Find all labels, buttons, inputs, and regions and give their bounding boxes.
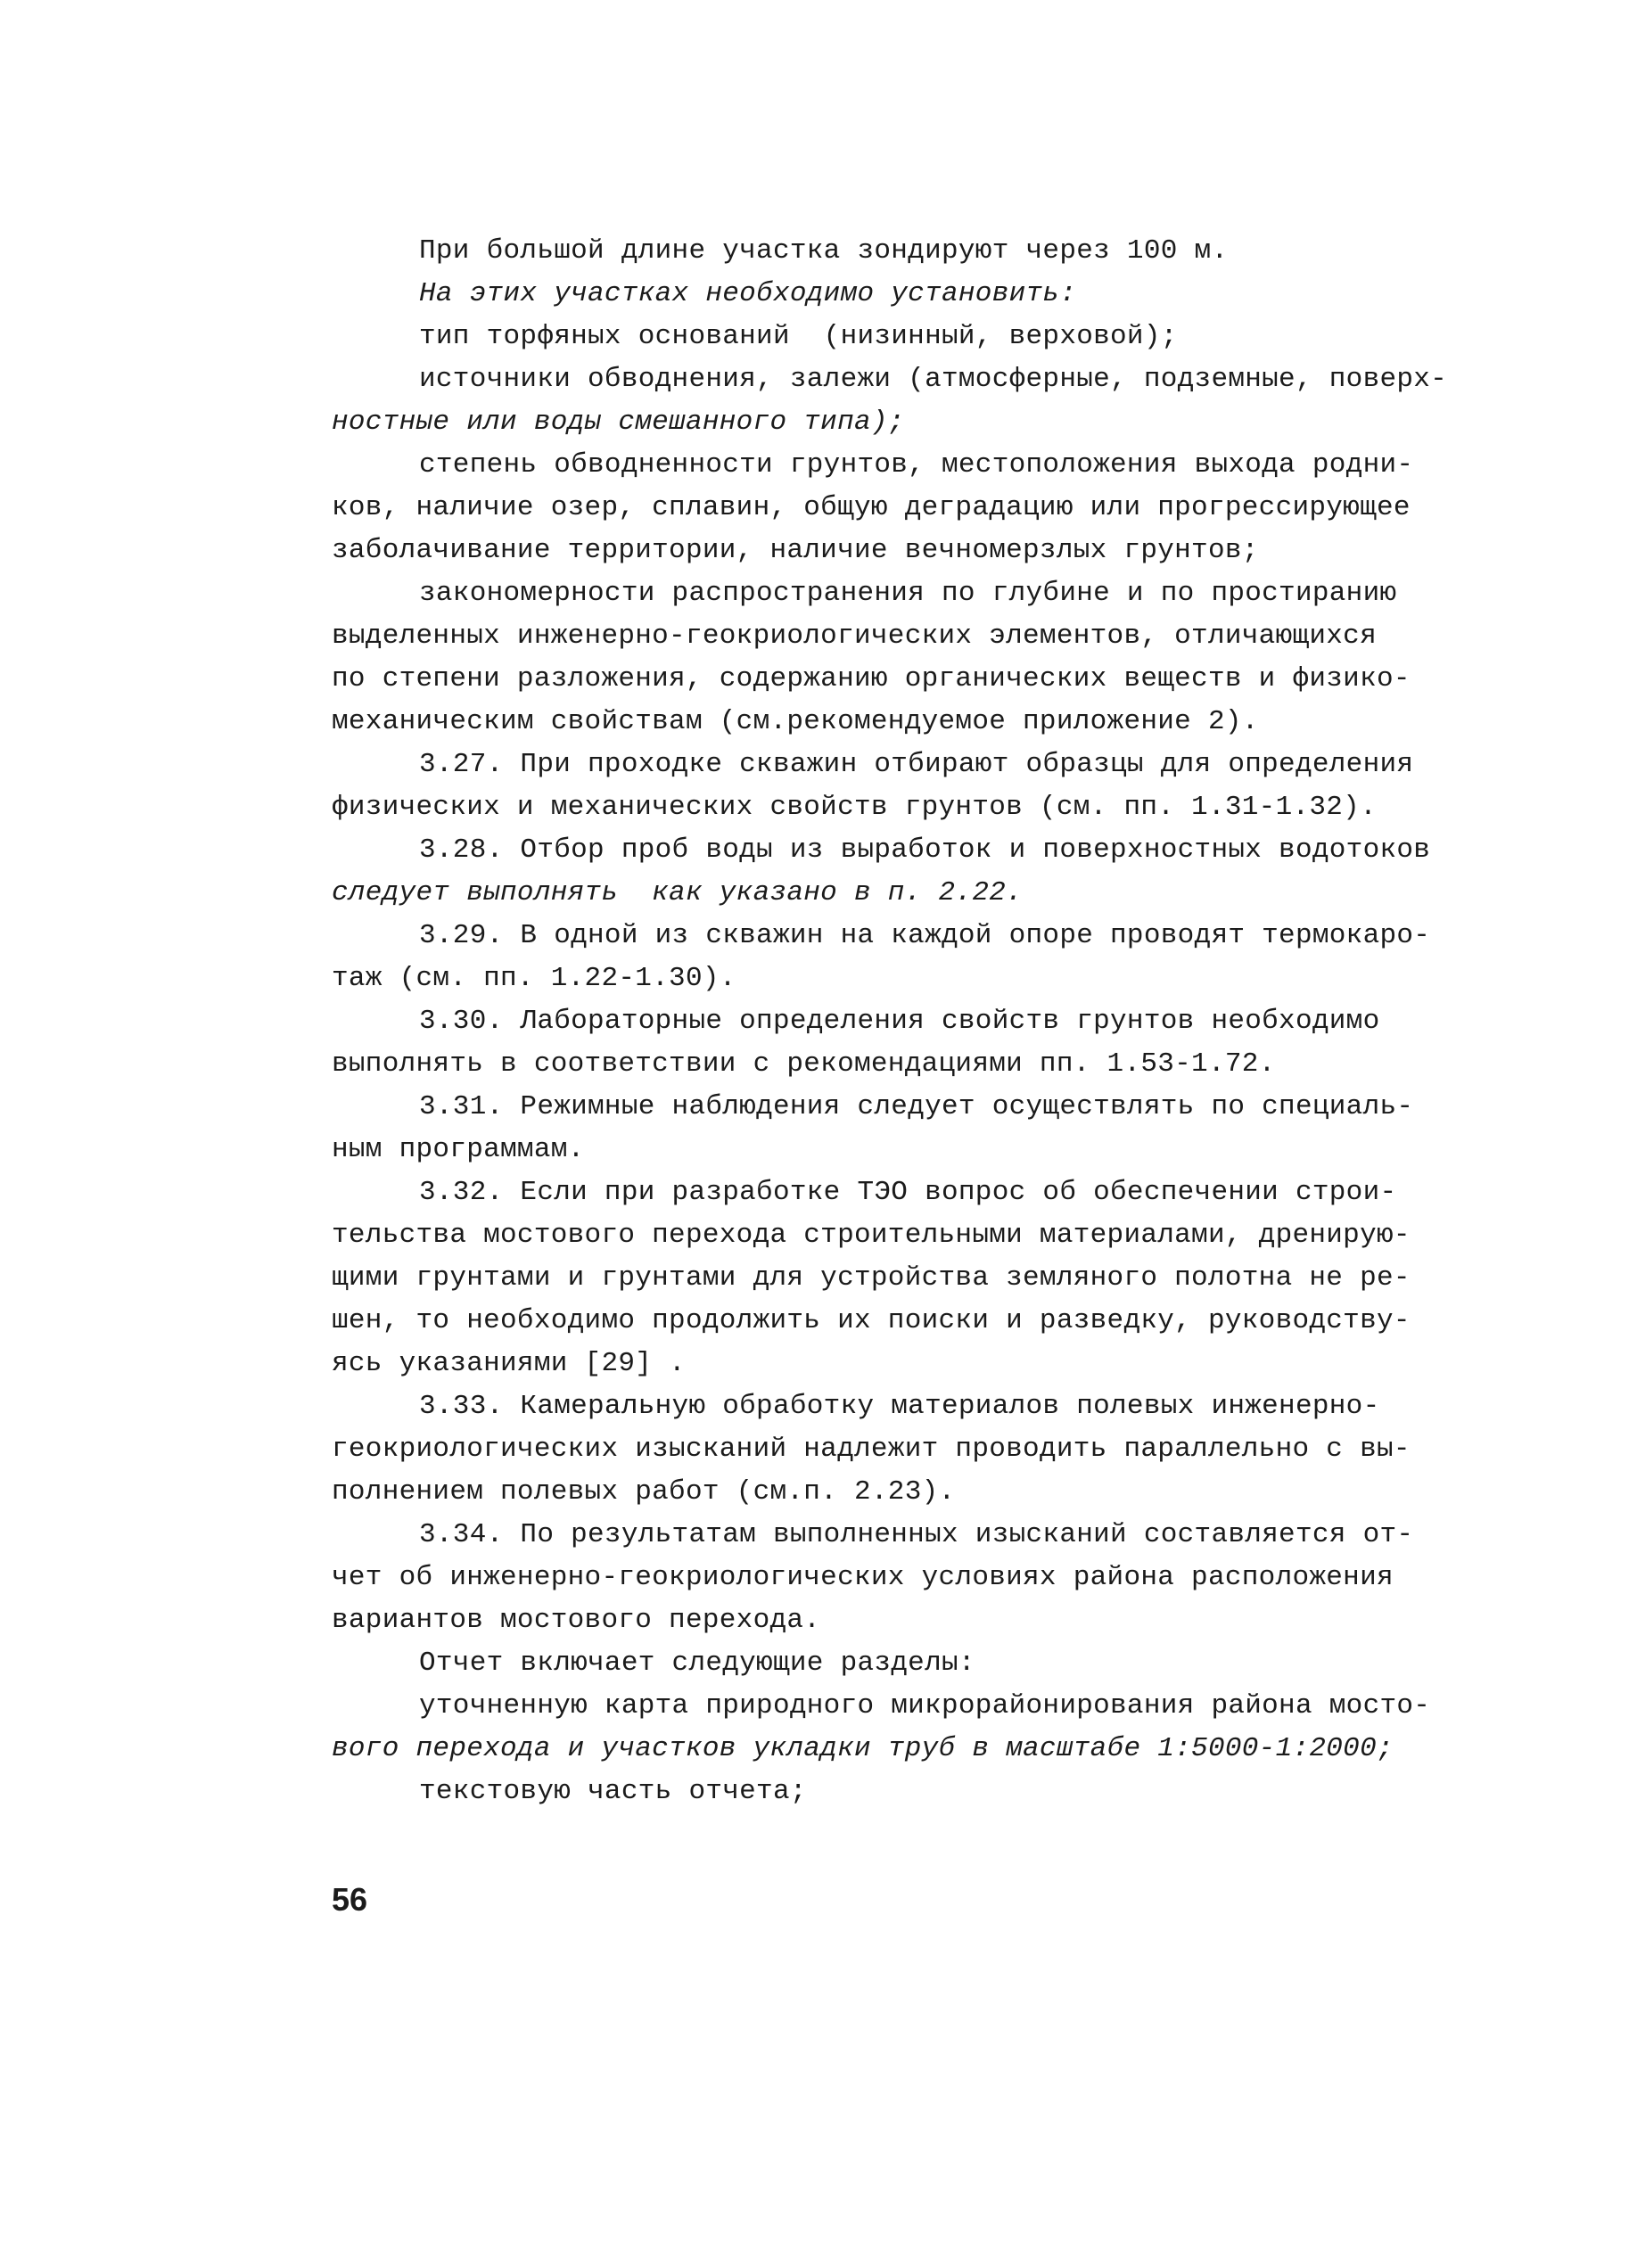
text-line: 3.29. В одной из скважин на каждой опоре проводят термокаро- — [419, 920, 1431, 951]
text-line: На этих участках необходимо установить: — [419, 278, 1077, 309]
page-number: 56 — [332, 1881, 368, 1918]
text-line: физических и механических свойств грунтов (см. пп. 1.31-1.32). — [332, 792, 1377, 823]
text-line: текстовую часть отчета; — [419, 1776, 807, 1807]
text-line: щими грунтами и грунтами для устройства земляного полотна не ре- — [332, 1262, 1411, 1294]
text-line: 3.31. Режимные наблюдения следует осуществлять по специаль- — [419, 1091, 1414, 1122]
text-line: уточненную карта природного микрорайонирования района мосто- — [419, 1690, 1431, 1722]
text-line: 3.30. Лабораторные определения свойств грунтов необходимо — [419, 1006, 1380, 1037]
text-line: 3.33. Камеральную обработку материалов полевых инженерно- — [419, 1391, 1380, 1422]
text-line: закономерности распространения по глубине и по простиранию — [419, 578, 1397, 609]
text-line: тип торфяных оснований (низинный, верховой); — [419, 321, 1178, 352]
text-line: вариантов мостового перехода. — [332, 1605, 821, 1636]
text-line: 3.28. Отбор проб воды из выработок и поверхностных водотоков — [419, 834, 1431, 866]
text-line: шен, то необходимо продолжить их поиски и разведку, руководству- — [332, 1305, 1411, 1336]
text-line: 3.27. При проходке скважин отбирают образцы для определения — [419, 749, 1414, 780]
text-line: выделенных инженерно-геокриологических элементов, отличающихся — [332, 620, 1377, 652]
text-line: степень обводненности грунтов, местоположения выхода родни- — [419, 449, 1414, 481]
text-line: по степени разложения, содержанию органических веществ и физико- — [332, 663, 1411, 694]
text-line: ным программам. — [332, 1134, 585, 1165]
text-line: механическим свойствам (см.рекомендуемое приложение 2). — [332, 706, 1259, 737]
text-line: При большой длине участка зондируют через 100 м. — [419, 235, 1229, 267]
text-line: выполнять в соответствии с рекомендациями пп. 1.53-1.72. — [332, 1048, 1276, 1080]
text-line: чет об инженерно-геокриологических условиях района расположения — [332, 1562, 1394, 1593]
text-line: тельства мостового перехода строительными материалами, дренирую- — [332, 1220, 1411, 1251]
text-line: геокриологических изысканий надлежит проводить параллельно с вы- — [332, 1434, 1411, 1465]
text-line: 3.34. По результатам выполненных изысканий составляется от- — [419, 1519, 1414, 1550]
text-line: ков, наличие озер, сплавин, общую деградацию или прогрессирующее — [332, 492, 1411, 523]
text-line: вого перехода и участков укладки труб в масштабе 1:5000-1:2000; — [332, 1733, 1394, 1764]
text-line: источники обводнения, залежи (атмосферные, подземные, поверх- — [419, 364, 1448, 395]
text-line: Отчет включает следующие разделы: — [419, 1648, 975, 1679]
text-line: следует выполнять как указано в п. 2.22. — [332, 877, 1024, 908]
text-line: таж (см. пп. 1.22-1.30). — [332, 963, 736, 994]
text-line: заболачивание территории, наличие вечномерзлых грунтов; — [332, 535, 1259, 566]
text-line: 3.32. Если при разработке ТЭО вопрос об обеспечении строи- — [419, 1177, 1397, 1208]
text-line: ясь указаниями [29] . — [332, 1348, 686, 1379]
text-line: полнением полевых работ (см.п. 2.23). — [332, 1476, 956, 1508]
text-line: ностные или воды смешанного типа); — [332, 407, 905, 438]
